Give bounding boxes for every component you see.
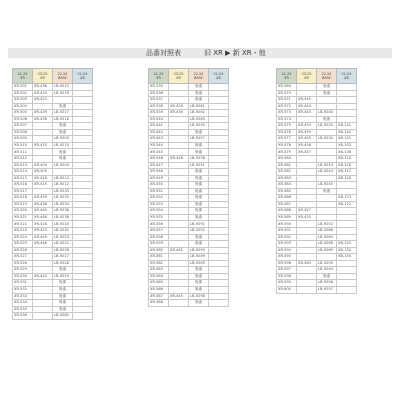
cell-old-xr: XR-572 — [277, 103, 297, 110]
cell-base: 廃番 — [189, 300, 209, 307]
cell-base: LB-9250 — [189, 123, 209, 130]
cell-old-xr: XR-573 — [277, 110, 297, 117]
cell-old-xr: XR-564 — [149, 273, 169, 280]
cell-xb: XB-106 — [337, 149, 357, 156]
cell-old-xr: XR-597 — [277, 267, 297, 274]
cell-old-xr: XR-594 — [277, 247, 297, 254]
cell-old-xr: XR-542 — [149, 129, 169, 136]
cell-new-xr: XR-428 — [169, 156, 189, 163]
cell-base: 廃番 — [53, 306, 73, 313]
cell-old-xr: XR-532 — [13, 286, 33, 293]
cell-new-xr: XR-418 — [33, 221, 53, 228]
header-new-xr — [33, 69, 53, 84]
cell-old-xr: XR-519 — [13, 201, 33, 208]
cell-base: 廃番 — [189, 84, 209, 91]
cell-base: LB-9294 — [317, 267, 337, 274]
cell-xb: XB-101 — [337, 136, 357, 143]
cell-xb: XB-154 — [337, 247, 357, 254]
header-period: 21-24 — [341, 72, 352, 76]
cell-xb — [209, 300, 229, 307]
cell-old-xr: XR-536 — [13, 313, 33, 320]
cell-new-xr: XR-463 — [297, 260, 317, 267]
header-line: XR — [40, 76, 45, 80]
header-xb — [337, 69, 357, 84]
cell-base: 廃番 — [53, 103, 73, 110]
cell-old-xr: XR-584 — [277, 182, 297, 189]
cell-base: LB-9236 — [53, 208, 73, 215]
cell-base: LB-9245 — [317, 182, 337, 189]
cell-base: LB-9297 — [317, 286, 337, 293]
cell-base: LB-9218 — [53, 116, 73, 123]
cell-new-xr: XR-424 — [33, 90, 53, 97]
cell-base: 廃番 — [189, 201, 209, 208]
cell-old-xr: XR-529 — [13, 267, 33, 274]
cell-old-xr: XR-567 — [149, 293, 169, 300]
cell-base: 廃番 — [317, 90, 337, 97]
header-old-xr — [277, 69, 297, 84]
cell-old-xr: XR-530 — [13, 273, 33, 280]
cell-base: LB-9268 — [317, 241, 337, 248]
cell-old-xr: XR-504 — [13, 103, 33, 110]
table-header-row — [149, 69, 229, 84]
cell-base: LB-9253 — [317, 221, 337, 228]
cell-old-xr: XR-502 — [13, 90, 33, 97]
cell-base: 廃番 — [53, 156, 73, 163]
cell-old-xr: XR-574 — [277, 116, 297, 123]
cell-base: LB-9234 — [53, 201, 73, 208]
cell-old-xr: XR-583 — [277, 175, 297, 182]
cell-old-xr: XR-589 — [277, 214, 297, 221]
cell-base: LB-9266 — [317, 228, 337, 235]
cell-new-xr: XR-429 — [169, 103, 189, 110]
cell-new-xr: XR-439 — [33, 195, 53, 202]
cell-base: LB-9261 — [189, 103, 209, 110]
cell-xb: XB-122 — [337, 201, 357, 208]
cell-old-xr: XR-561 — [149, 254, 169, 261]
cell-base: 廃番 — [317, 188, 337, 195]
cell-xb: XB-123 — [337, 195, 357, 202]
cell-old-xr: XR-580 — [277, 156, 297, 163]
cell-old-xr: XR-575 — [277, 123, 297, 130]
cell-old-xr: XR-588 — [277, 208, 297, 215]
cell-xb: XB-116 — [337, 162, 357, 169]
cell-base: LB-9290 — [189, 247, 209, 254]
cell-new-xr: XR-449 — [33, 234, 53, 241]
cell-base: LB-9244 — [317, 169, 337, 176]
cell-old-xr: XR-593 — [277, 241, 297, 248]
cell-old-xr: XR-528 — [13, 260, 33, 267]
cell-new-xr: XR-462 — [169, 247, 189, 254]
cell-base: LB-9213 — [53, 175, 73, 182]
header-xb — [73, 69, 93, 84]
cell-new-xr: XR-440 — [33, 208, 53, 215]
cell-old-xr: XR-576 — [277, 129, 297, 136]
cell-new-xr: XR-430 — [169, 110, 189, 117]
cell-base: LB-9216 — [53, 90, 73, 97]
cell-base: LB-9243 — [317, 162, 337, 169]
cell-old-xr: XR-515 — [13, 175, 33, 182]
header-line: BASE — [194, 76, 203, 80]
cell-base: 廃番 — [189, 90, 209, 97]
cell-old-xr: XR-586 — [277, 195, 297, 202]
header-line: XR — [176, 76, 181, 80]
cell-base: LB-9210 — [53, 142, 73, 149]
header-old-xr — [13, 69, 33, 84]
table-header-row — [277, 69, 357, 84]
cell-old-xr: XR-578 — [277, 142, 297, 149]
cell-xb: XB-152 — [337, 241, 357, 248]
cell-xb: XB-117 — [337, 169, 357, 176]
cell-old-xr: XR-596 — [277, 260, 297, 267]
header-line: XB — [80, 76, 85, 80]
cell-new-xr: XR-454 — [297, 123, 317, 130]
cell-old-xr: XR-599 — [277, 280, 297, 287]
header-period: 23-25 — [301, 72, 312, 76]
cell-base: LB-9289 — [189, 260, 209, 267]
header-base — [53, 69, 73, 84]
cell-old-xr: XR-555 — [149, 214, 169, 221]
header-period: 22-24 — [321, 72, 332, 76]
cell-old-xr: XR-501 — [13, 84, 33, 91]
cell-new-xr — [33, 313, 53, 320]
cell-base: LB-9223 — [53, 234, 73, 241]
cell-base: LB-9204 — [53, 162, 73, 169]
cell-base: 廃番 — [189, 169, 209, 176]
cell-new-xr: XR-427 — [297, 208, 317, 215]
cell-old-xr: XR-551 — [149, 188, 169, 195]
cell-old-xr: XR-509 — [13, 136, 33, 143]
cell-base: LB-9296 — [317, 280, 337, 287]
header-period: 21-23 — [153, 72, 164, 76]
cell-base: 廃番 — [189, 267, 209, 274]
cell-old-xr: XR-525 — [13, 241, 33, 248]
cell-xb: XB-102 — [337, 142, 357, 149]
header-line: BASE — [58, 76, 67, 80]
cell-base: 廃番 — [317, 84, 337, 91]
cell-base: LB-9212 — [53, 182, 73, 189]
cell-old-xr: XR-558 — [149, 234, 169, 241]
header-period: 23-25 — [173, 72, 184, 76]
cell-base: LB-9226 — [53, 247, 73, 254]
cell-old-xr: XR-548 — [149, 169, 169, 176]
header-period: 22-24 — [57, 72, 68, 76]
cell-old-xr: XR-582 — [277, 169, 297, 176]
cell-old-xr: XR-514 — [13, 169, 33, 176]
cell-old-xr: XR-585 — [277, 188, 297, 195]
cell-old-xr: XR-524 — [13, 234, 33, 241]
cell-old-xr: XR-577 — [277, 136, 297, 143]
cell-new-xr: XR-405 — [33, 169, 53, 176]
cell-old-xr: XR-539 — [149, 110, 169, 117]
cell-base: 廃番 — [53, 293, 73, 300]
cell-old-xr: XR-537 — [149, 97, 169, 104]
table-row — [277, 286, 357, 293]
cell-base: LB-9233 — [53, 188, 73, 195]
cell-base: 廃番 — [189, 142, 209, 149]
cell-old-xr: XR-527 — [13, 254, 33, 261]
cell-old-xr: XR-535 — [13, 306, 33, 313]
cell-new-xr: XR-438 — [33, 201, 53, 208]
cell-old-xr: XR-511 — [13, 149, 33, 156]
header-line: XR — [156, 76, 161, 80]
cell-old-xr: XR-554 — [149, 208, 169, 215]
header-period: 21-23 — [17, 72, 28, 76]
cell-new-xr: XR-423 — [33, 97, 53, 104]
cell-old-xr: XR-526 — [13, 247, 33, 254]
cell-old-xr: XR-595 — [277, 254, 297, 261]
cell-base: LB-9293 — [317, 260, 337, 267]
cell-old-xr: XR-563 — [149, 267, 169, 274]
cell-base: 廃番 — [53, 267, 73, 274]
cell-base: LB-9224 — [53, 221, 73, 228]
cell-old-xr: XR-547 — [149, 162, 169, 169]
header-base — [317, 69, 337, 84]
cell-old-xr: XR-590 — [277, 221, 297, 228]
cell-old-xr: XR-556 — [149, 221, 169, 228]
cell-base: 廃番 — [189, 182, 209, 189]
cell-old-xr: XR-569 — [277, 84, 297, 91]
header-line: XR — [20, 76, 25, 80]
cell-old-xr: XR-505 — [13, 110, 33, 117]
cell-old-xr: XR-538 — [149, 103, 169, 110]
cell-base: LB-9292 — [189, 228, 209, 235]
cell-new-xr: XR-436 — [33, 116, 53, 123]
cell-base: LB-9269 — [317, 247, 337, 254]
cell-old-xr: XR-571 — [277, 97, 297, 104]
cell-old-xr: XR-549 — [149, 175, 169, 182]
cell-old-xr: XR-516 — [13, 182, 33, 189]
cell-old-xr: XR-536 — [149, 90, 169, 97]
cell-xb: XB-142 — [337, 129, 357, 136]
cell-new-xr: XR-438 — [33, 84, 53, 91]
cell-new-xr: XR-404 — [33, 162, 53, 169]
header-base — [189, 69, 209, 84]
cell-base: 廃番 — [189, 280, 209, 287]
cell-base: LB-9258 — [189, 156, 209, 163]
cell-new-xr: XR-410 — [33, 142, 53, 149]
cell-new-xr: XR-416 — [33, 175, 53, 182]
cell-base: 廃番 — [189, 214, 209, 221]
cell-old-xr: XR-508 — [13, 129, 33, 136]
cell-new-xr: XR-445 — [297, 97, 317, 104]
cell-base: 廃番 — [189, 149, 209, 156]
cell-new-xr: XR-439 — [33, 110, 53, 117]
cell-base: LB-9264 — [317, 234, 337, 241]
cell-base: LB-9263 — [189, 116, 209, 123]
cell-new-xr: XR-459 — [297, 129, 317, 136]
cell-base: 廃番 — [189, 129, 209, 136]
cell-old-xr: XR-560 — [149, 247, 169, 254]
header-line: XR — [304, 76, 309, 80]
cell-old-xr: XR-550 — [149, 182, 169, 189]
page-title: 品番対照表 — [146, 49, 181, 57]
header-new-xr — [297, 69, 317, 84]
cell-xb: XB-155 — [337, 254, 357, 261]
cell-new-xr: XR-445 — [169, 293, 189, 300]
cell-old-xr: XR-565 — [149, 280, 169, 287]
cell-xb: XB-118 — [337, 175, 357, 182]
cell-old-xr: XR-553 — [149, 201, 169, 208]
cell-old-xr: XR-566 — [149, 286, 169, 293]
table-1 — [12, 68, 93, 320]
cell-old-xr: XR-518 — [13, 195, 33, 202]
cell-old-xr: XR-510 — [13, 142, 33, 149]
header-line: XR — [284, 76, 289, 80]
cell-base: LB-9235 — [53, 195, 73, 202]
cell-old-xr: XR-568 — [149, 300, 169, 307]
cell-base: 廃番 — [53, 300, 73, 307]
cell-new-xr: XR-425 — [297, 214, 317, 221]
header-period: 21-24 — [213, 72, 224, 76]
cell-old-xr: XR-506 — [13, 116, 33, 123]
cell-base: LB-9238 — [53, 214, 73, 221]
cell-old-xr: XR-587 — [277, 201, 297, 208]
cell-xb — [337, 286, 357, 293]
table-3 — [276, 68, 357, 294]
cell-base: 廃番 — [53, 280, 73, 287]
cell-xb: XB-110 — [337, 156, 357, 163]
cell-base: 廃番 — [189, 234, 209, 241]
cell-old-xr: XR-517 — [13, 188, 33, 195]
cell-old-xr: XR-540 — [149, 116, 169, 123]
cell-base: 廃番 — [53, 149, 73, 156]
cell-base: 廃番 — [189, 286, 209, 293]
table-row — [13, 313, 93, 320]
cell-base: 廃番 — [189, 241, 209, 248]
cell-base: 廃番 — [189, 273, 209, 280]
header-line: BASE — [322, 76, 331, 80]
cell-base: LB-9215 — [53, 84, 73, 91]
cell-base: LB-9298 — [189, 293, 209, 300]
cell-old-xr: XR-559 — [149, 241, 169, 248]
cell-new-xr: XR-443 — [297, 110, 317, 117]
cell-new-xr: XR-444 — [297, 103, 317, 110]
cell-base: LB-9262 — [189, 110, 209, 117]
cell-old-xr: XR-600 — [277, 286, 297, 293]
header-period: 21-23 — [281, 72, 292, 76]
cell-new-xr: XR-457 — [297, 149, 317, 156]
cell-old-xr: XR-535 — [149, 84, 169, 91]
cell-base: LB-9257 — [189, 136, 209, 143]
header-line: XB — [344, 76, 349, 80]
cell-old-xr: XR-523 — [13, 228, 33, 235]
cell-new-xr: XR-456 — [297, 142, 317, 149]
cell-old-xr: XR-513 — [13, 162, 33, 169]
cell-old-xr: XR-544 — [149, 142, 169, 149]
cell-old-xr: XR-546 — [149, 156, 169, 163]
cell-new-xr: XR-450 — [33, 273, 53, 280]
cell-new-xr: XR-422 — [33, 228, 53, 235]
cell-base: LB-9209 — [53, 136, 73, 143]
header-period: 21-24 — [77, 72, 88, 76]
cell-old-xr: XR-592 — [277, 234, 297, 241]
cell-new-xr: XR-455 — [297, 136, 317, 143]
cell-base: LB-9282 — [53, 313, 73, 320]
cell-base: LB-9230 — [317, 136, 337, 143]
cell-old-xr: XR-521 — [13, 214, 33, 221]
cell-old-xr: XR-534 — [13, 300, 33, 307]
header-new-xr — [169, 69, 189, 84]
header-period: 23-25 — [37, 72, 48, 76]
cell-old-xr: XR-579 — [277, 149, 297, 156]
cell-old-xr: XR-598 — [277, 273, 297, 280]
cell-base: LB-9291 — [189, 221, 209, 228]
cell-old-xr: XR-512 — [13, 156, 33, 163]
cell-old-xr: XR-531 — [13, 280, 33, 287]
cell-xb: XB-141 — [337, 123, 357, 130]
cell-base: 廃番 — [53, 129, 73, 136]
header-line: XB — [216, 76, 221, 80]
cell-base: LB-9225 — [317, 123, 337, 130]
title-bar — [8, 48, 392, 58]
cell-base: 廃番 — [189, 175, 209, 182]
cell-base: 廃番 — [189, 97, 209, 104]
cell-old-xr: XR-545 — [149, 149, 169, 156]
cell-base: LB-9240 — [317, 110, 337, 117]
page-subtitle: 旧 XR ▶ 新 XR・他 — [204, 49, 266, 57]
cell-new-xr — [297, 286, 317, 293]
cell-old-xr: XR-557 — [149, 228, 169, 235]
cell-base: LB-9217 — [53, 110, 73, 117]
cell-old-xr: XR-541 — [149, 123, 169, 130]
cell-old-xr: XR-520 — [13, 208, 33, 215]
cell-base: LB-9228 — [53, 260, 73, 267]
cell-base: 廃番 — [53, 123, 73, 130]
cell-old-xr: XR-507 — [13, 123, 33, 130]
cell-base: 廃番 — [189, 195, 209, 202]
cell-base: LB-9289 — [189, 254, 209, 261]
cell-old-xr: XR-591 — [277, 228, 297, 235]
cell-old-xr: XR-543 — [149, 136, 169, 143]
cell-old-xr: XR-533 — [13, 293, 33, 300]
cell-old-xr: XR-562 — [149, 260, 169, 267]
cell-old-xr: XR-570 — [277, 90, 297, 97]
cell-base: LB-9222 — [53, 241, 73, 248]
cell-xb — [73, 313, 93, 320]
cell-base: 廃番 — [317, 116, 337, 123]
cell-old-xr: XR-503 — [13, 97, 33, 104]
cell-base: LB-9251 — [189, 162, 209, 169]
cell-base: 廃番 — [189, 208, 209, 215]
cell-old-xr: XR-581 — [277, 162, 297, 169]
cell-base: 廃番 — [317, 273, 337, 280]
cell-new-xr: XR-446 — [33, 214, 53, 221]
cell-base: LB-9229 — [53, 273, 73, 280]
table-row — [149, 300, 229, 307]
cell-old-xr: XR-552 — [149, 195, 169, 202]
header-old-xr — [149, 69, 169, 84]
cell-new-xr: XR-446 — [33, 241, 53, 248]
table-header-row — [13, 69, 93, 84]
cell-old-xr: XR-522 — [13, 221, 33, 228]
cell-new-xr: XR-415 — [33, 182, 53, 189]
cell-base: LB-9232 — [53, 228, 73, 235]
cell-base: LB-9227 — [53, 254, 73, 261]
cell-new-xr — [169, 300, 189, 307]
cell-base: 廃番 — [189, 188, 209, 195]
header-period: 22-24 — [193, 72, 204, 76]
header-xb — [209, 69, 229, 84]
cell-base: 廃番 — [53, 286, 73, 293]
table-2 — [148, 68, 229, 307]
